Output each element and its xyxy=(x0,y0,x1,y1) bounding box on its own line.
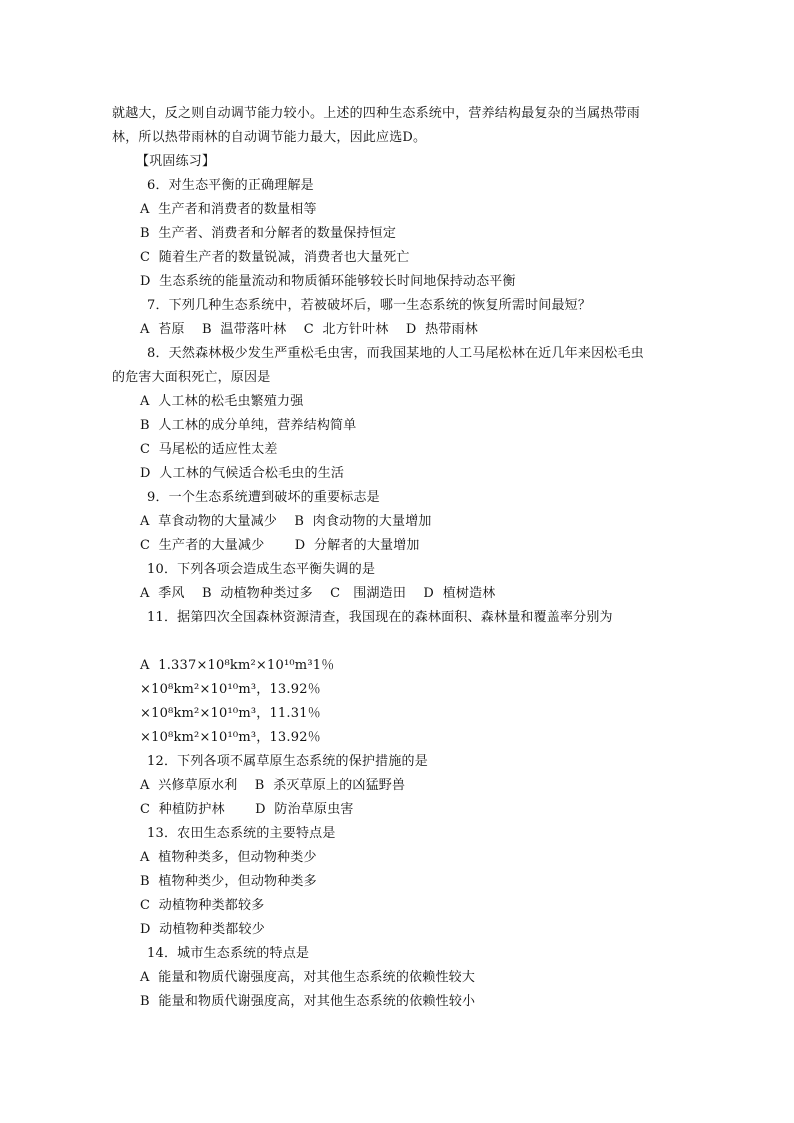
question-14-option-b: B 能量和物质代谢强度高，对其他生态系统的依赖性较小 xyxy=(140,994,476,1009)
question-9-stem: 9．一个生态系统遭到破坏的重要标志是 xyxy=(147,490,380,505)
question-14-option-a: A 能量和物质代谢强度高，对其他生态系统的依赖性较大 xyxy=(140,970,476,985)
question-8-option-b: B 人工林的成分单纯，营养结构简单 xyxy=(140,418,357,433)
question-14-stem: 14．城市生态系统的特点是 xyxy=(147,946,310,961)
question-6-option-c: C 随着生产者的数量锐减，消费者也大量死亡 xyxy=(140,250,410,265)
question-13-option-b: B 植物种类少，但动物种类多 xyxy=(140,874,317,889)
question-8-stem-continued: 的危害大面积死亡，原因是 xyxy=(112,370,271,385)
question-10-options: A 季风 B 动植物种类过多 C 围湖造田 D 植树造林 xyxy=(140,586,496,601)
question-6-option-b: B 生产者、消费者和分解者的数量保持恒定 xyxy=(140,226,397,241)
question-10-stem: 10．下列各项会造成生态平衡失调的是 xyxy=(147,562,376,577)
question-8-option-a: A 人工林的松毛虫繁殖力强 xyxy=(140,394,304,409)
question-11-option-d: ×10⁸km²×10¹⁰m³，13.92％ xyxy=(140,730,321,745)
question-13-stem: 13．农田生态系统的主要特点是 xyxy=(147,826,336,841)
question-7-stem: 7．下列几种生态系统中，若被破坏后，哪一生态系统的恢复所需时间最短？ xyxy=(147,298,592,313)
question-6-stem: 6．对生态平衡的正确理解是 xyxy=(147,178,314,193)
question-13-option-d: D 动植物种类都较少 xyxy=(140,922,265,937)
question-8-stem: 8．天然森林极少发生严重松毛虫害，而我国某地的人工马尾松林在近几年来因松毛虫 xyxy=(147,346,644,361)
question-8-option-c: C 马尾松的适应性太差 xyxy=(140,442,278,457)
question-11-option-c: ×10⁸km²×10¹⁰m³，11.31％ xyxy=(140,706,321,721)
question-12-stem: 12．下列各项不属草原生态系统的保护措施的是 xyxy=(147,754,428,769)
paragraph-line: 就越大，反之则自动调节能力较小。上述的四种生态系统中，营养结构最复杂的当属热带雨 xyxy=(112,106,641,121)
question-11-option-b: ×10⁸km²×10¹⁰m³，13.92％ xyxy=(140,682,321,697)
question-11-stem: 11．据第四次全国森林资源清查，我国现在的森林面积、森林量和覆盖率分别为 xyxy=(147,610,613,625)
question-12-options-ab: A 兴修草原水利 B 杀灭草原上的凶猛野兽 xyxy=(140,778,406,793)
question-9-options-cd: C 生产者的大量减少 D 分解者的大量增加 xyxy=(140,538,420,553)
question-13-option-a: A 植物种类多，但动物种类少 xyxy=(140,850,317,865)
question-11-option-a: A 1.337×10⁸km²×10¹⁰m³1％ xyxy=(140,658,335,673)
question-13-option-c: C 动植物种类都较多 xyxy=(140,898,265,913)
section-heading: 【巩固练习】 xyxy=(136,154,216,169)
question-8-option-d: D 人工林的气候适合松毛虫的生活 xyxy=(140,466,345,481)
question-6-option-d: D 生态系统的能量流动和物质循环能够较长时间地保持动态平衡 xyxy=(140,274,516,289)
question-12-options-cd: C 种植防护林 D 防治草原虫害 xyxy=(140,802,354,817)
question-7-options: A 苔原 B 温带落叶林 C 北方针叶林 D 热带雨林 xyxy=(140,322,478,337)
paragraph-line: 林，所以热带雨林的自动调节能力最大，因此应选D。 xyxy=(112,130,427,145)
question-9-options-ab: A 草食动物的大量减少 B 肉食动物的大量增加 xyxy=(140,514,432,529)
question-6-option-a: A 生产者和消费者的数量相等 xyxy=(140,202,317,217)
